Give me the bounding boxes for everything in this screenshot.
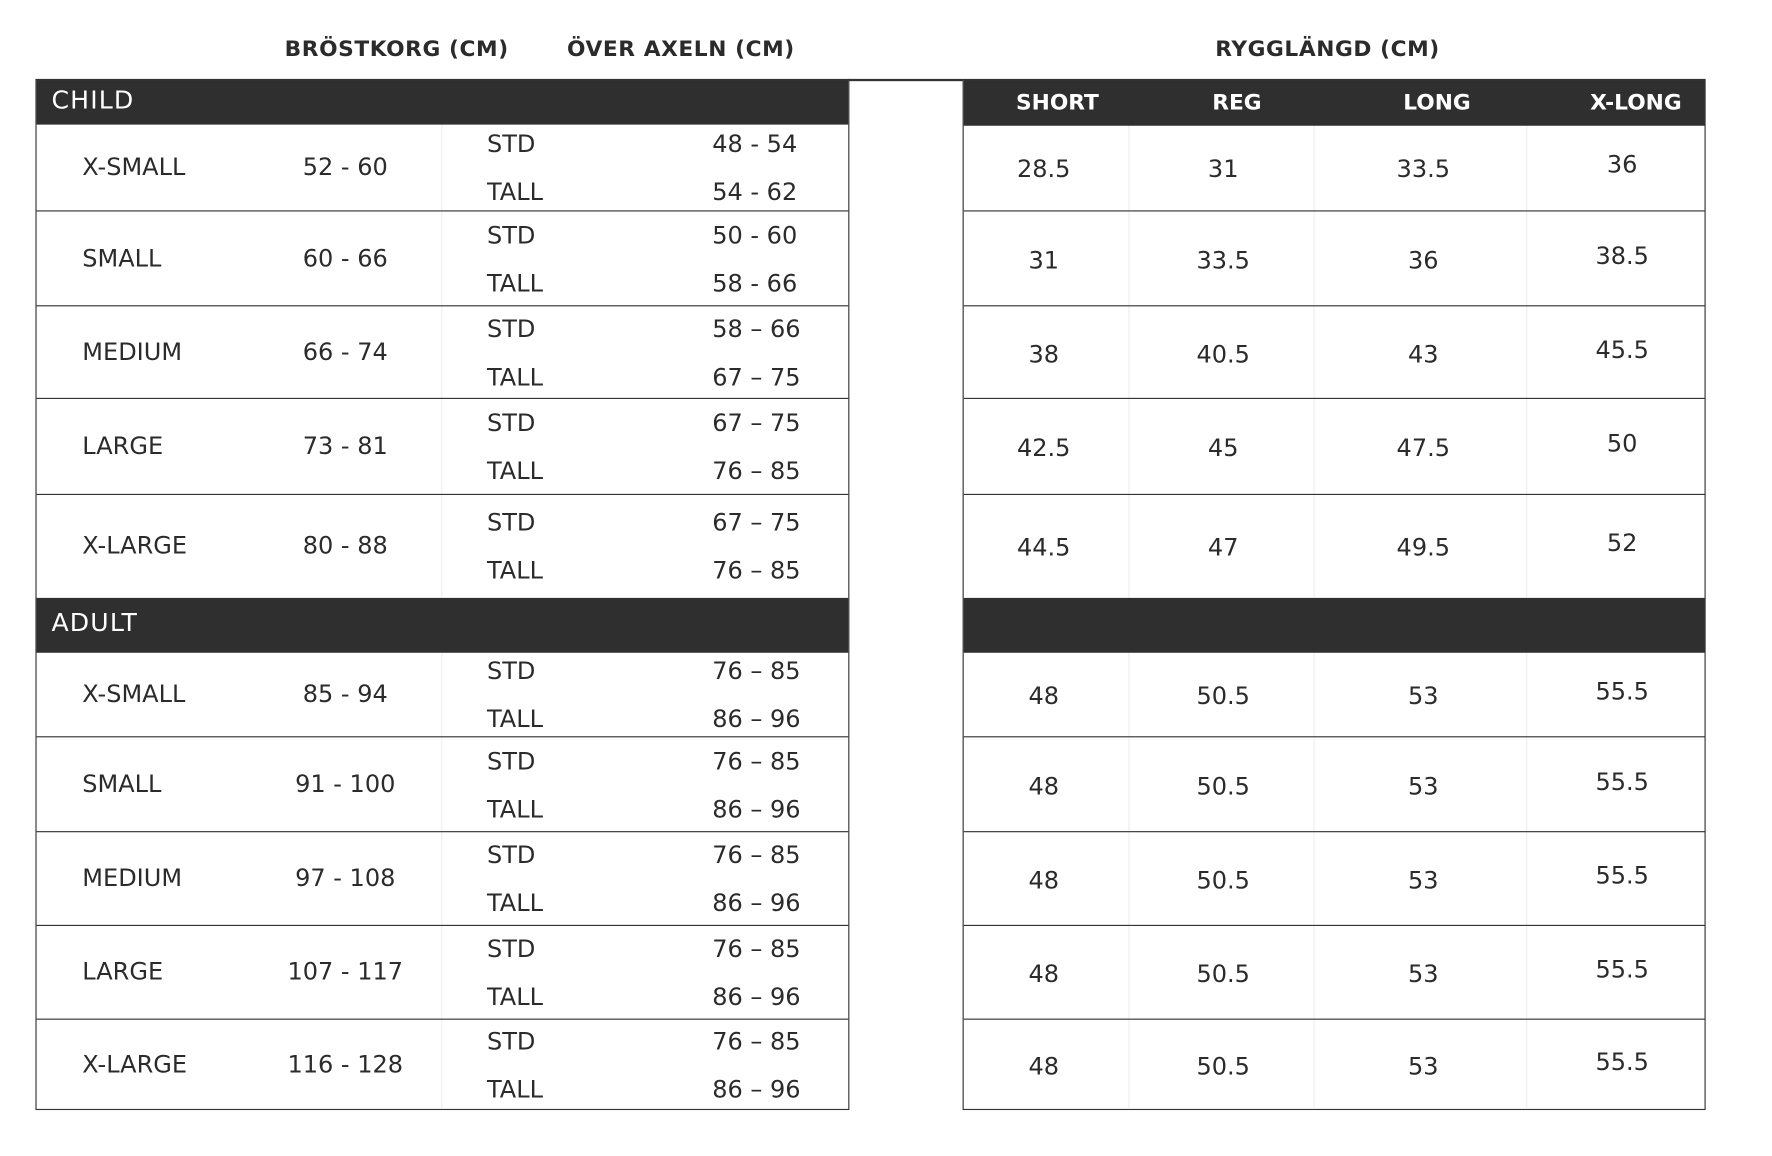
chest-header: BRÖSTKORG (CM) [284,36,509,62]
chest-range: 107 - 117 [287,958,404,986]
back-length-row [964,737,1705,832]
tall-label: TALL [487,983,543,1011]
divider [848,79,962,81]
chest-range: 97 - 108 [295,864,396,892]
std-range: 67 – 75 [712,409,801,437]
back-length-short: 31 [1028,246,1060,274]
size-row [37,495,849,598]
back-length-long: 47.5 [1396,434,1451,462]
left-table [35,79,849,1110]
back-length-short: 48 [1028,960,1060,988]
std-range: 76 – 85 [712,1027,801,1055]
back-length-long: 53 [1407,682,1439,710]
tall-label: TALL [487,705,543,733]
tall-range: 86 – 96 [712,983,801,1011]
std-range: 67 – 75 [712,508,801,537]
chest-range: 60 - 66 [302,244,388,272]
back-length-row [964,125,1705,212]
back-length-x-long: 55.5 [1595,677,1649,706]
back-length-reg: 50.5 [1196,866,1250,894]
chest-range: 73 - 81 [302,432,388,460]
back-length-reg: 45 [1207,434,1239,462]
size-row [37,211,849,306]
group-header-child [37,80,849,125]
group-header-adult [37,598,849,653]
back-length-short: 42.5 [1017,434,1071,462]
column-header-short: SHORT [1016,90,1099,116]
right-table [963,79,1706,1110]
std-label: STD [487,747,536,775]
size-label: SMALL [82,244,162,272]
size-row [37,399,849,495]
size-row [37,737,849,832]
std-label: STD [487,935,536,963]
back-length-reg: 50.5 [1196,772,1250,800]
tall-label: TALL [487,178,543,206]
back-length-row [964,926,1705,1020]
size-label: X-SMALL [82,680,186,708]
back-length-short: 48 [1028,1052,1060,1080]
shoulder-header: ÖVER AXELN (CM) [567,36,795,62]
std-range: 76 – 85 [712,657,801,685]
std-label: STD [487,221,536,249]
back-length-row [964,211,1705,306]
back-length-long: 53 [1407,960,1439,988]
std-range: 76 – 85 [712,935,801,963]
std-label: STD [487,409,536,437]
back-length-row [964,306,1705,399]
back-length-reg: 50.5 [1196,960,1250,988]
std-label: STD [487,657,536,685]
std-label: STD [487,1027,536,1055]
size-row [37,306,849,399]
back-length-reg: 50.5 [1196,682,1250,710]
size-label: X-LARGE [82,531,188,560]
back-length-long: 53 [1407,1052,1439,1080]
back-length-short: 48 [1028,682,1060,710]
chest-range: 85 - 94 [302,680,388,708]
tall-label: TALL [487,269,543,297]
std-range: 58 – 66 [712,314,801,343]
group-label: CHILD [51,86,135,115]
back-length-row [964,399,1705,495]
chest-range: 66 - 74 [302,337,388,366]
back-length-row [964,495,1705,598]
back-length-x-long: 55.5 [1595,861,1649,890]
tall-label: TALL [487,1075,543,1103]
tall-range: 86 – 96 [712,1075,801,1103]
back-length-row [964,832,1705,926]
back-length-reg: 40.5 [1196,340,1250,368]
std-range: 50 - 60 [712,221,798,249]
std-range: 76 – 85 [712,841,801,869]
back-length-short: 48 [1028,772,1060,800]
tall-range: 67 – 75 [712,362,801,391]
size-row [37,653,849,738]
chest-range: 52 - 60 [302,153,388,181]
size-row [37,1020,849,1110]
back-length-x-long: 55.5 [1595,955,1649,984]
std-range: 48 - 54 [712,130,798,158]
back-length-short: 48 [1028,866,1060,894]
tall-range: 86 – 96 [712,705,801,733]
tall-label: TALL [487,457,543,485]
back-length-row [964,1020,1705,1110]
tall-range: 86 – 96 [712,889,801,917]
size-label: X-LARGE [82,1050,188,1078]
tall-range: 54 - 62 [712,178,798,206]
back-length-long: 53 [1407,866,1439,894]
tall-label: TALL [487,795,543,823]
std-label: STD [487,508,536,537]
size-label: LARGE [82,432,164,460]
tall-range: 76 – 85 [712,457,801,485]
tall-range: 86 – 96 [712,795,801,823]
tall-label: TALL [487,889,543,917]
chest-range: 80 - 88 [302,531,388,560]
back-length-x-long: 50 [1606,429,1638,458]
back-length-x-long: 45.5 [1595,335,1649,363]
std-label: STD [487,841,536,869]
back-length-x-long: 36 [1606,150,1638,179]
size-label: LARGE [82,958,164,986]
back-length-x-long: 55.5 [1595,1047,1649,1076]
back-length-reg: 31 [1207,155,1239,183]
back-length-reg: 50.5 [1196,1052,1250,1080]
tall-range: 76 – 85 [712,556,801,585]
back-length-x-long: 52 [1606,529,1638,557]
group-header-bar [964,598,1705,653]
back-length-long: 33.5 [1396,155,1451,183]
column-header-reg: REG [1212,90,1262,116]
back-length-x-long: 38.5 [1595,241,1649,270]
column-header-long: LONG [1403,90,1471,116]
back-length-long: 36 [1407,246,1439,274]
back-length-long: 53 [1407,772,1439,800]
chest-range: 116 - 128 [287,1050,404,1078]
std-label: STD [487,314,536,343]
column-header-x-long: X-LONG [1590,90,1682,116]
back-length-long: 49.5 [1396,533,1451,562]
back-length-reg: 47 [1207,533,1239,562]
tall-range: 58 - 66 [712,269,798,297]
size-label: X-SMALL [82,153,186,181]
size-row [37,926,849,1020]
size-label: MEDIUM [82,864,183,892]
tall-label: TALL [487,362,543,391]
size-label: SMALL [82,769,162,798]
back-length-x-long: 55.5 [1595,767,1649,796]
chest-range: 91 - 100 [295,769,396,798]
std-label: STD [487,130,536,158]
group-label: ADULT [51,609,139,638]
back-length-row [964,653,1705,738]
back-length-long: 43 [1407,340,1439,368]
back-length-column-header [964,80,1705,126]
back-length-header: RYGGLÄNGD (CM) [1215,36,1440,62]
size-label: MEDIUM [82,337,183,366]
std-range: 76 – 85 [712,747,801,775]
back-length-short: 28.5 [1017,155,1071,183]
back-length-short: 44.5 [1017,533,1071,562]
tall-label: TALL [487,556,543,585]
back-length-short: 38 [1028,340,1060,368]
size-row [37,832,849,926]
size-row [37,125,849,212]
back-length-reg: 33.5 [1196,246,1250,274]
